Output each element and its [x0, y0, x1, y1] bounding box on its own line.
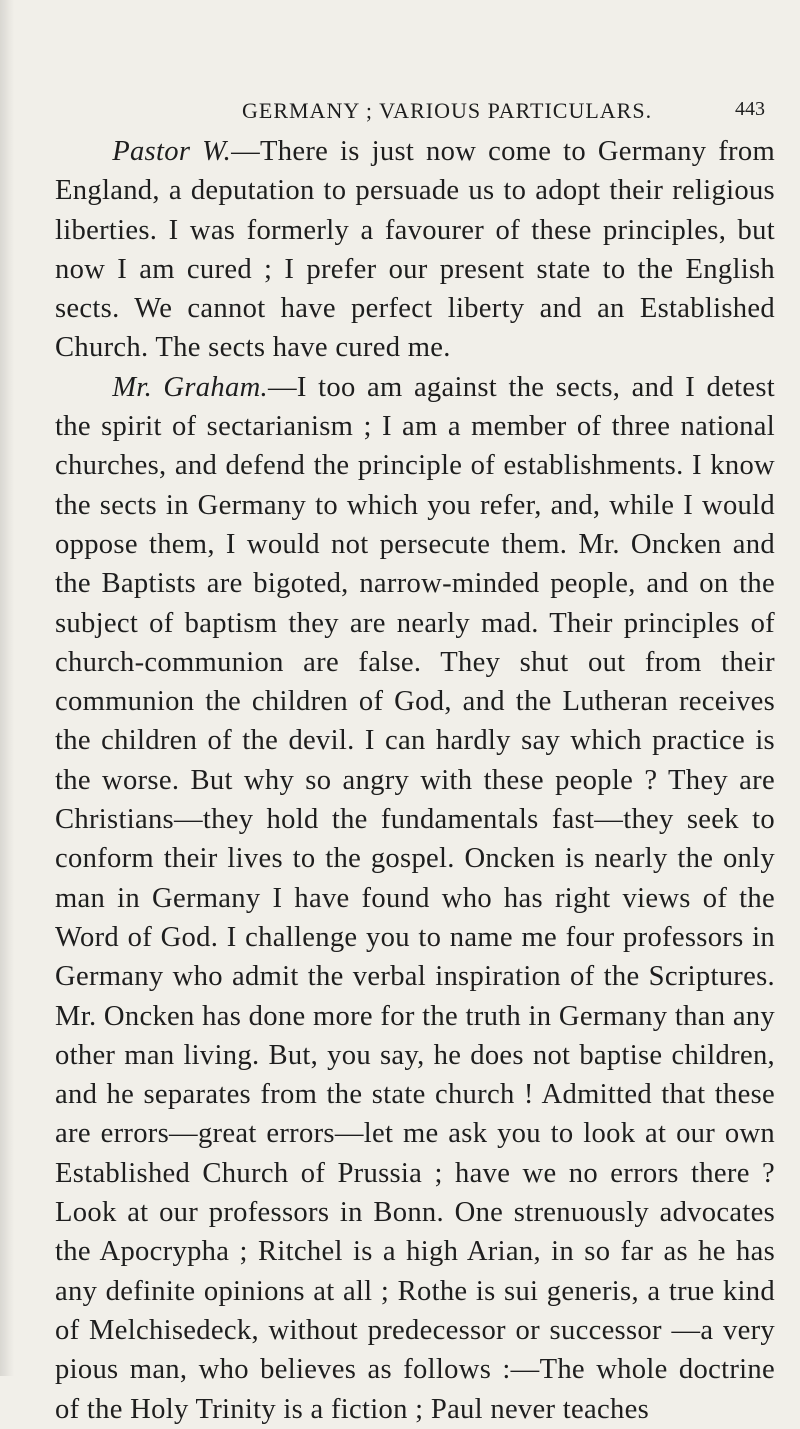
speaker-name: Mr. Graham.: [112, 371, 268, 403]
speech-text: —I too am against the sects, and I detest the spirit of sectarianism ; I am a member of three national churches, and defend the principle of establishments. I know the sects in Germany to which you refer, and, while I would oppose them, I would not persecute them. Mr. Oncken and the Baptists are bigoted, narrow-minded people, and on the subject of baptism they are nearly mad. Their principles of church-communion are false. They shut out from their communion the children of God, and the Lutheran receives the children of the devil. I can hardly say which practice is the worse. But why so angry with these people ? They are Christians—they hold the fundamentals fast—they seek to conform their lives to the gospel. Oncken is nearly the only man in Germany I have found who has right views of the Word of God. I challenge you to name me four professors in Germany who admit the verbal inspiration of the Scriptures. Mr. Oncken has done more for the truth in Germany than any other man living. But, you say, he does not baptise children, and he separates from the state church ! Admitted that these are errors—great errors—let me ask you to look at our own Established Church of Prussia ; have we no errors there ? Look at our professors in Bonn. One strenuously advocates the Apocrypha ; Ritchel is a high Arian, in so far as he has any definite opinions at all ; Rothe is sui generis, a true kind of Melchisedeck, without predecessor or successor —a very pious man, who believes as follows :—The whole doctrine of the Holy Trinity is a fiction ; Paul never teaches: [55, 371, 775, 1425]
speaker-name: Pastor W.: [112, 136, 232, 167]
running-head: GERMANY ; VARIOUS PARTICULARS.: [242, 98, 653, 123]
speech-text: —There is just now come to Germany from England, a deputation to persuade us to adopt their religious liberties. I was formerly a favourer of these principles, but now I am cured ; I prefer our present state to the English sects. We cannot have perfect liberty and an Established Church. The sects have cured me.: [55, 136, 775, 364]
paragraph-pastor-w: [55, 132, 775, 368]
page-header: [0, 98, 800, 128]
page-number: 443: [735, 98, 765, 120]
binding-shadow: [0, 0, 14, 1376]
paragraph-mr-graham: [55, 368, 775, 1429]
body-text: [55, 132, 775, 1429]
